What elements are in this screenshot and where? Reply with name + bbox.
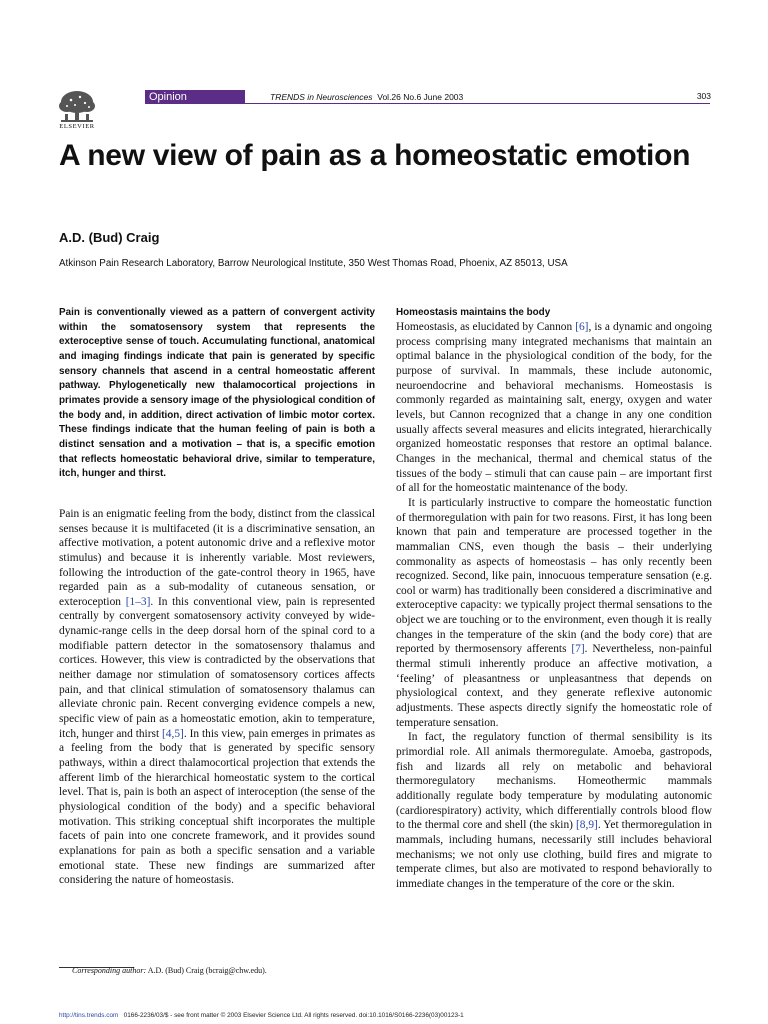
section-heading: Homeostasis maintains the body <box>396 307 551 318</box>
footnote-text: A.D. (Bud) Craig (bcraig@chw.edu). <box>146 966 267 975</box>
copyright-text: 0166-2236/03/$ - see front matter © 2003 Elsevier Science Ltd. All rights reserved. doi:10.1016/S0166-2236(03)00123-1 <box>123 1012 464 1019</box>
text-run: . In this conventional view, pain is represented centrally by convergent somatosensory activity conveyed by wide-dynamic-range cells in the deep dorsal horn of the spinal cord to a modifiable pattern detector in the somatosensory thalamus and cortices. However, this view is contradicted by the observations that neither damage nor stimulation of somatosensory cortices affects pain, and that clinical stimulation of somatosensory thalamus can alleviate chronic pain. Recent converging evidence compels a new, specific view of pain as a homeostatic emotion, akin to temperature, itch, hunger and thirst <box>59 595 376 740</box>
page-number: 303 <box>696 91 711 101</box>
text-run: It is particularly instructive to compare the homeostatic function of thermoregulation with pain for two reasons. First, it has long been known that pain and temperature are processed together in the mammalian CNS, even though the basis – their underlying commonality as aspects of homeostasis – has only recently been recognized. Second, like pain, innocuous temperature sensation (e.g. cool or warm) has traditionally been considered a discriminative and exteroceptive capacity: we typically project thermal sensations to the object we are touching or to the environment, even though it is really changes in the temperature of the skin (and the body core) that are reported by thermosensory afferents <box>396 496 712 656</box>
journal-citation <box>270 92 463 102</box>
text-run: . In this view, pain emerges in primates as a feeling from the body that is generated by specific sensory pathways, within a direct thalamocortical projection that extends the afferent limb of the hierarchical homeostatic system to the cortical level. That is, pain is both an aspect of interoception (the sense of the physiological condition of the body) and a specific behavioral motivation. This striking conceptual shift incorporates the multiple facets of pain into one concrete framework, and it provides sound explanations for pain as both a specific sensation and a variable emotional state. These new findings are summarized after considering the nature of homeostasis. <box>59 727 375 887</box>
section-label: Opinion <box>145 90 245 104</box>
reference-link[interactable]: [8,9] <box>576 819 598 832</box>
article-author: A.D. (Bud) Craig <box>59 230 160 245</box>
left-column <box>59 306 375 888</box>
body-paragraph <box>59 507 375 888</box>
body-paragraph <box>396 320 712 496</box>
text-run: In fact, the regulatory function of thermal sensibility is its primordial role. All animals thermoregulate. Amoeba, gastropods, fish and lizards all rely on metabolic and behavioral thermoregulatory mechanisms. Homeothermic mammals additionally regulate body temperature by modulating autonomic (cardiorespiratory) activity, which differentially controls blood flow to the thermal core and shell (the skin) <box>396 731 712 832</box>
journal-name: TRENDS in Neurosciences <box>270 92 373 102</box>
author-affiliation: Atkinson Pain Research Laboratory, Barrow Neurological Institute, 350 West Thomas Road, Phoenix, AZ 85013, USA <box>59 258 568 269</box>
text-run: . Nevertheless, non-painful thermal stimuli inherently produce an affective motivation, a ‘feeling’ of pleasantness or unpleasantness that depends on physiological context, and they generate reflexive autonomic adjustments. These aspects directly signify the homeostatic role of temperature sensation. <box>396 643 712 729</box>
right-column <box>396 306 712 892</box>
reference-link[interactable]: [6] <box>575 321 589 333</box>
journal-issue: Vol.26 No.6 June 2003 <box>377 92 464 102</box>
publisher-name: ELSEVIER <box>59 123 95 130</box>
text-run: Homeostasis, as elucidated by Cannon <box>396 321 576 333</box>
article-title: A new view of pain as a homeostatic emotion <box>59 139 691 172</box>
footnote-label: Corresponding author: <box>72 966 147 975</box>
abstract: Pain is conventionally viewed as a pattern of convergent activity within the somatosensory system that represents the exteroceptive sense of touch. Accumulating functional, anatomical and imaging findings indicate that pain is generated by specific sensory channels that ascend in a central homeostatic afferent pathway. Phylogenetically new thalamocortical projections in primates provide a sensory image of the physiological condition of the body and, in addition, direct activation of limbic motor cortex. These findings indicate that the human feeling of pain is both a distinct sensation and a motivation – that is, a specific emotion that reflects homeostatic behavioral drive, similar to temperature, itch, hunger and thirst. <box>59 307 375 480</box>
text-run: Pain is an enigmatic feeling from the body, distinct from the classical senses because it is multifaceted (it is a discriminative sensation, an affective motivation, a potent autonomic drive and a reflexive motor stimulus) and because it is inherently variable. Most reviewers, following the introduction of the gate-control theory in 1965, have regarded pain as a sub-modality of cutaneous sensation, or exteroception <box>59 507 375 608</box>
body-paragraph <box>396 730 712 891</box>
reference-link[interactable]: [1–3] <box>125 595 151 608</box>
text-run: , is a dynamic and ongoing process comprising many integrated mechanisms that maintain an optimal balance in the physiological condition of the body, for the purpose of survival. In mammals, these include autonomic, neuroendocrine and behavioral mechanisms. Homeostasis is commonly regarded as maintaining salt, energy, oxygen and water levels, but Cannon recognized that a change in any one condition usually affects several measures and elicits integrated, hierarchically organized homeostatic responses that restore an optimal balance. Changes in the mechanical, thermal and chemical status of the tissues of the body – stimuli that can cause pain – are important first of all for the homeostatic maintenance of the body. <box>396 321 712 495</box>
page-footer <box>59 1012 464 1019</box>
text-run: . Yet thermoregulation in mammals, including humans, necessarily still includes behavioral mechanisms; we not only use clothing, build fires and migrate to temperate climes, but also are motivated to respond behaviorally to immediate changes in the temperature of the core or the skin. <box>396 819 713 890</box>
corresponding-author-footnote <box>72 966 267 975</box>
header-rule <box>245 103 710 104</box>
reference-link[interactable]: [7] <box>571 643 585 656</box>
journal-url-link[interactable]: http://tins.trends.com <box>59 1012 119 1019</box>
body-paragraph <box>396 496 712 731</box>
reference-link[interactable]: [4,5] <box>162 727 184 740</box>
